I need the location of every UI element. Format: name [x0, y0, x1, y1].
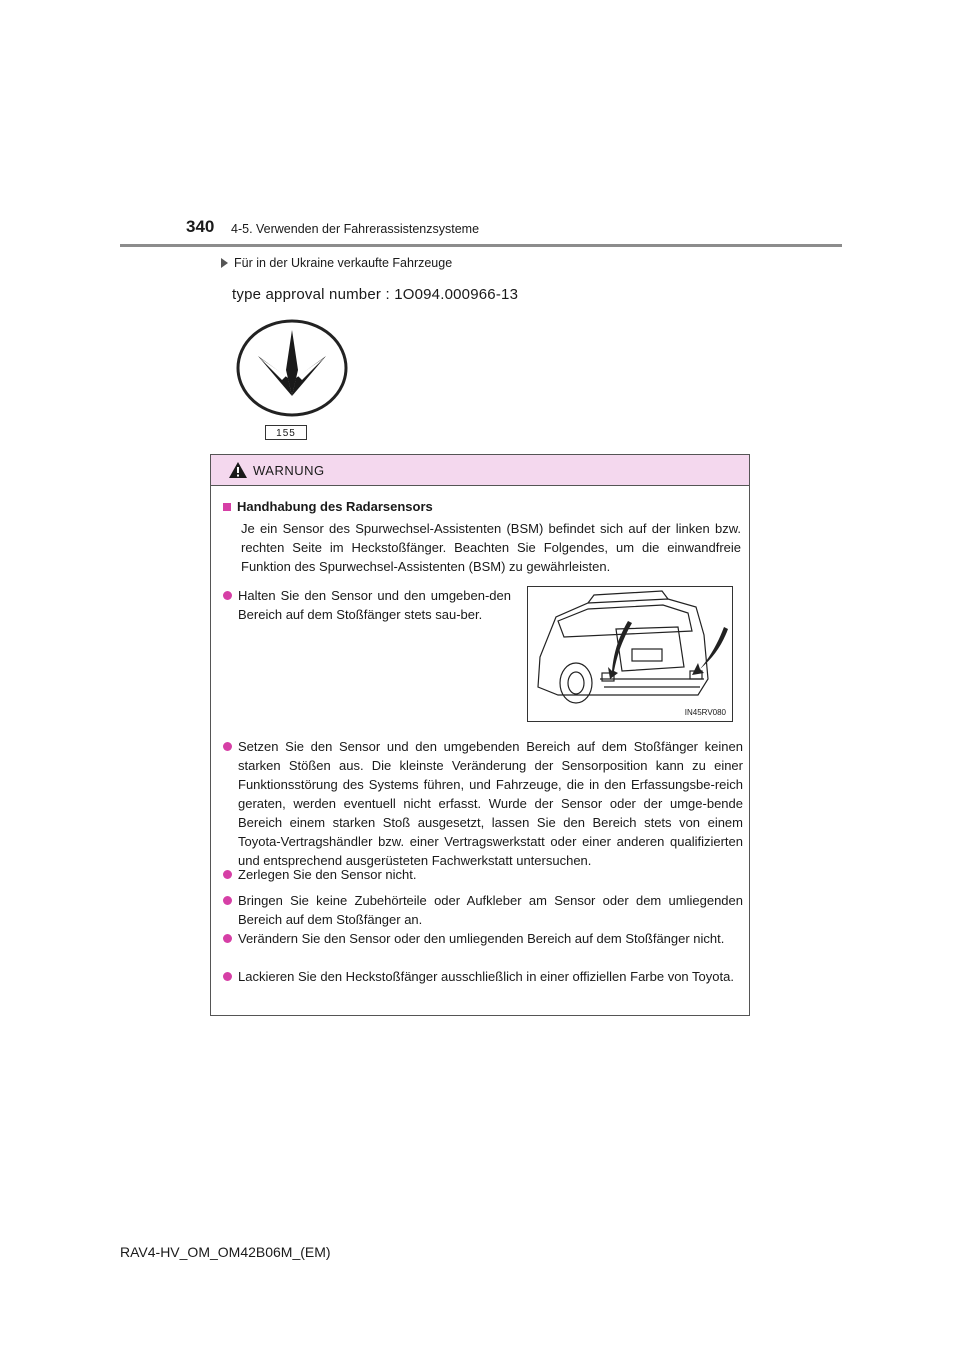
list-item-text: Zerlegen Sie den Sensor nicht.: [238, 867, 417, 882]
list-item: [223, 586, 511, 624]
round-bullet-icon: [223, 870, 232, 879]
round-bullet-icon: [223, 896, 232, 905]
mark-code: 155: [265, 425, 307, 440]
list-item: [223, 967, 743, 986]
triangle-arrow-icon: [221, 258, 228, 268]
subheading: [221, 256, 452, 270]
list-item-text: Bringen Sie keine Zubehörteile oder Aufkleber am Sensor oder dem umliegenden Bereich auf dem Stoßfänger an.: [238, 893, 743, 927]
certification-mark-icon: [236, 318, 348, 418]
square-bullet-icon: [223, 503, 231, 511]
page-number: 340: [186, 217, 215, 236]
list-item: [223, 891, 743, 929]
warning-title: WARNUNG: [253, 463, 325, 478]
list-item-text: Lackieren Sie den Heckstoßfänger ausschließlich in einer offiziellen Farbe von Toyota.: [238, 969, 734, 984]
list-item-text: Setzen Sie den Sensor und den umgebenden Bereich auf dem Stoßfänger keinen starken Stößen aus. Die kleinste Veränderung der Sensorposition kann zu einer Funktionsstörung des Systems führen, und Fahrzeuge, die in den Erfassungsbe-reich geraten, werden eventuell nicht erfasst. Wurde der Sensor oder der umge-bende Bereich einem starken Stoß ausgesetzt, lassen Sie den Bereich stets von einem Toyota-Vertragshändler bzw. einer Vertragswerkstatt oder einer anderen qualifizierten und entsprechend ausgerüsteten Fachwerkstatt untersuchen.: [238, 739, 743, 868]
list-item: [223, 929, 743, 948]
round-bullet-icon: [223, 742, 232, 751]
round-bullet-icon: [223, 591, 232, 600]
approval-number: type approval number : 1O094.000966-13: [232, 286, 519, 303]
subheading-text: Für in der Ukraine verkaufte Fahrzeuge: [234, 256, 453, 270]
footer-code: RAV4-HV_OM_OM42B06M_(EM): [120, 1244, 331, 1260]
round-bullet-icon: [223, 934, 232, 943]
illustration-frame: [527, 586, 733, 722]
round-bullet-icon: [223, 972, 232, 981]
list-item: [223, 865, 743, 884]
topic-intro: Je ein Sensor des Spurwechsel-Assistenten (BSM) befindet sich auf der linken bzw. rechten Seite im Heckstoßfänger. Beachten Sie Folgendes, um die einwandfreie Funktion des Spurwechsel-Assistenten (BSM) zu gewährleisten.: [241, 521, 741, 574]
header-rule: [120, 244, 842, 247]
list-item-text: Halten Sie den Sensor und den umgeben-den Bereich auf dem Stoßfänger stets sau-ber.: [238, 588, 511, 622]
topic-title: Handhabung des Radarsensors: [237, 499, 433, 514]
section-title: 4-5. Verwenden der Fahrerassistenzsysteme: [231, 222, 480, 236]
illustration-code: IN45RV080: [684, 708, 726, 717]
warning-header: [211, 455, 749, 486]
warning-box: [210, 454, 750, 1016]
warning-triangle-icon: [228, 461, 248, 479]
topic-heading: [223, 499, 433, 514]
list-item-text: Verändern Sie den Sensor oder den umliegenden Bereich auf dem Stoßfänger nicht.: [238, 931, 725, 946]
car-rear-sensor-illustration: [528, 587, 732, 707]
list-item: [223, 737, 743, 870]
